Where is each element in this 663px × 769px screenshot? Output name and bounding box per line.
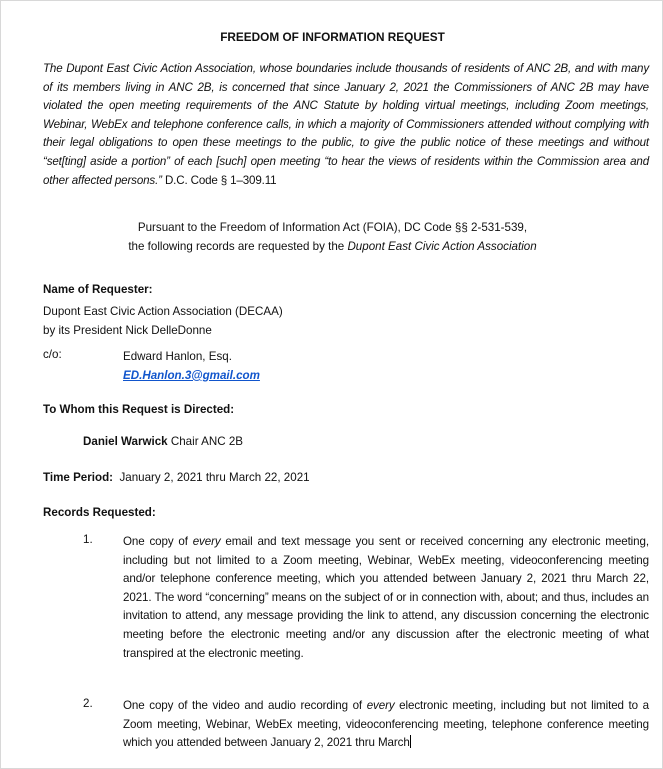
document-title: FREEDOM OF INFORMATION REQUEST: [220, 30, 445, 44]
time-period-value: January 2, 2021 thru March 22, 2021: [119, 471, 310, 484]
records-label: Records Requested:: [43, 506, 156, 519]
pursuant-line-2: [1, 238, 663, 257]
record-text: [123, 697, 649, 753]
record-number: 1.: [83, 533, 93, 546]
record-text-post: email and text message you sent or received concerning any electronic meeting, including but not limited to a Zoom meeting, Webinar, WebEx meeting, videoconferencing meeting and/or telephone conference meeting, which you attended between January 2, 2021 thru March 22, 2021. The word “concerning” means on the subject of or in connection with, about; and thus, includes an invitation to attend, any message providing the link to attend, any discussion concerning the electronic meeting before the electronic meeting and/or any discussion after the electronic meeting of what transpired at the electronic meeting.: [123, 535, 649, 660]
care-of-name: Edward Hanlon, Esq.: [123, 350, 232, 363]
requester-name: Dupont East Civic Action Association (DECAA): [43, 305, 283, 318]
pursuant-statement: [1, 219, 663, 256]
time-period-label: Time Period:: [43, 471, 114, 484]
record-text-em: every: [366, 699, 395, 712]
requester-info: [43, 303, 283, 340]
requester-by: by its President Nick DelleDonne: [43, 323, 212, 337]
email-link[interactable]: ED.Hanlon.3@gmail.com: [123, 368, 260, 382]
care-of-label: c/o:: [43, 348, 62, 361]
record-text-pre: One copy of: [123, 535, 193, 548]
record-text-post: electronic meeting, including but not limited to a Zoom meeting, Webinar, WebEx meeting, videoconferencing meeting, telephone conference meeting which you attended between January 2, 2021 thru March: [123, 699, 649, 750]
intro-citation: D.C. Code § 1–309.11: [164, 173, 277, 187]
directed-role: Chair ANC 2B: [167, 435, 244, 448]
record-item-1: [83, 533, 649, 663]
record-text: [123, 533, 649, 663]
care-of-value: [123, 348, 260, 385]
record-item-2: [83, 697, 649, 753]
record-text-em: every: [192, 535, 221, 548]
directed-label: To Whom this Request is Directed:: [43, 403, 235, 416]
requester-label: Name of Requester:: [43, 283, 153, 296]
directed-name: Daniel Warwick: [83, 435, 168, 448]
directed-to: [83, 433, 243, 452]
pursuant-prefix: the following records are requested by the: [128, 239, 348, 253]
pursuant-org: Dupont East Civic Action Association: [347, 239, 537, 253]
text-cursor: [410, 735, 411, 748]
time-period: [43, 469, 310, 488]
record-number: 2.: [83, 697, 93, 710]
intro-paragraph: [43, 60, 649, 190]
record-text-pre: One copy of the video and audio recording of: [123, 699, 367, 712]
pursuant-line-1: Pursuant to the Freedom of Information Act (FOIA), DC Code §§ 2-531-539,: [137, 221, 528, 234]
intro-text: The Dupont East Civic Action Association, whose boundaries include thousands of residents of ANC 2B, and with many of its members living in ANC 2B, is concerned that since January 2, 2021 the Commissioners of ANC 2B may have violated the open meeting requirements of the ANC Statute by holding virtual meetings, including Zoom meetings, Webinar, WebEx and telephone conference calls, in which a majority of Commissioners attended without complying with their legal obligations to open these meetings to the public, to give the public notice of these meetings and without “set[ting] aside a portion” of each [such] open meeting “to hear the views of residents within the Commission area and other affected persons.”: [43, 62, 649, 187]
